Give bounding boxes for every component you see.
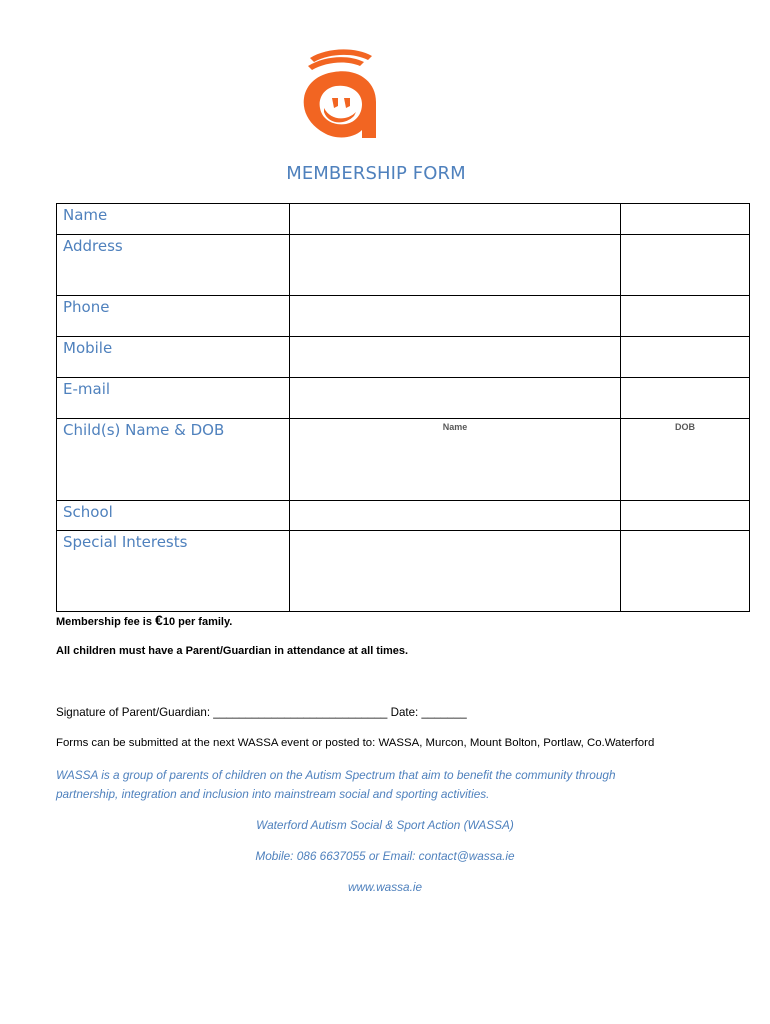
- signature-line: Signature of Parent/Guardian: ___________________________ Date: _______: [56, 706, 467, 719]
- fee-prefix: Membership fee is: [56, 616, 156, 628]
- table-row: [57, 296, 750, 337]
- phone-field[interactable]: [290, 296, 621, 337]
- address-field[interactable]: [290, 235, 621, 296]
- website-link[interactable]: www.wassa.ie: [347, 880, 423, 894]
- name-extra-field[interactable]: [621, 204, 750, 235]
- about-line-2: partnership, integration and inclusion into mainstream social and sporting activities.: [56, 787, 490, 801]
- email-field[interactable]: [290, 378, 621, 419]
- school-extra-field[interactable]: [621, 501, 750, 531]
- address-extra-field[interactable]: [621, 235, 750, 296]
- mobile-field[interactable]: [290, 337, 621, 378]
- child-name-field[interactable]: [290, 419, 621, 501]
- name-field[interactable]: [290, 204, 621, 235]
- contact-details: Mobile: 086 6637055 or Email: contact@wassa.ie: [255, 849, 515, 863]
- membership-table: [56, 203, 750, 612]
- euro-symbol: €: [155, 612, 163, 628]
- special-interests-field[interactable]: [290, 531, 621, 612]
- table-row: [57, 204, 750, 235]
- attendance-note: All children must have a Parent/Guardian in attendance at all times.: [56, 645, 409, 657]
- name-label: Name: [57, 204, 290, 235]
- child-dob-field[interactable]: [621, 419, 750, 501]
- child-dob-header: DOB: [675, 422, 695, 432]
- mobile-extra-field[interactable]: [621, 337, 750, 378]
- phone-label: Phone: [57, 296, 290, 337]
- wassa-logo-icon: [296, 46, 382, 140]
- fee-suffix: 10 per family.: [162, 616, 233, 628]
- school-field[interactable]: [290, 501, 621, 531]
- table-row: [57, 337, 750, 378]
- school-label: School: [57, 501, 290, 531]
- child-name-header: Name: [442, 422, 468, 432]
- special-interests-extra-field[interactable]: [621, 531, 750, 612]
- table-row: [57, 531, 750, 612]
- address-label: Address: [57, 235, 290, 296]
- email-label: E-mail: [57, 378, 290, 419]
- table-row: [57, 235, 750, 296]
- about-line-1: WASSA is a group of parents of children on the Autism Spectrum that aim to benefit the community through: [56, 768, 616, 782]
- table-row: [57, 419, 750, 501]
- table-row: [57, 501, 750, 531]
- mobile-label: Mobile: [57, 337, 290, 378]
- phone-extra-field[interactable]: [621, 296, 750, 337]
- table-row: [57, 378, 750, 419]
- page-title: MEMBERSHIP FORM: [286, 163, 466, 184]
- membership-fee-note: [56, 612, 232, 628]
- email-extra-field[interactable]: [621, 378, 750, 419]
- children-label: Child(s) Name & DOB: [57, 419, 290, 501]
- about-text: [56, 766, 616, 804]
- special-interests-label: Special Interests: [57, 531, 290, 612]
- submission-address: Forms can be submitted at the next WASSA event or posted to: WASSA, Murcon, Mount Bolton, Portlaw, Co.Waterford: [56, 737, 655, 749]
- organisation-name: Waterford Autism Social & Sport Action (WASSA): [256, 818, 514, 832]
